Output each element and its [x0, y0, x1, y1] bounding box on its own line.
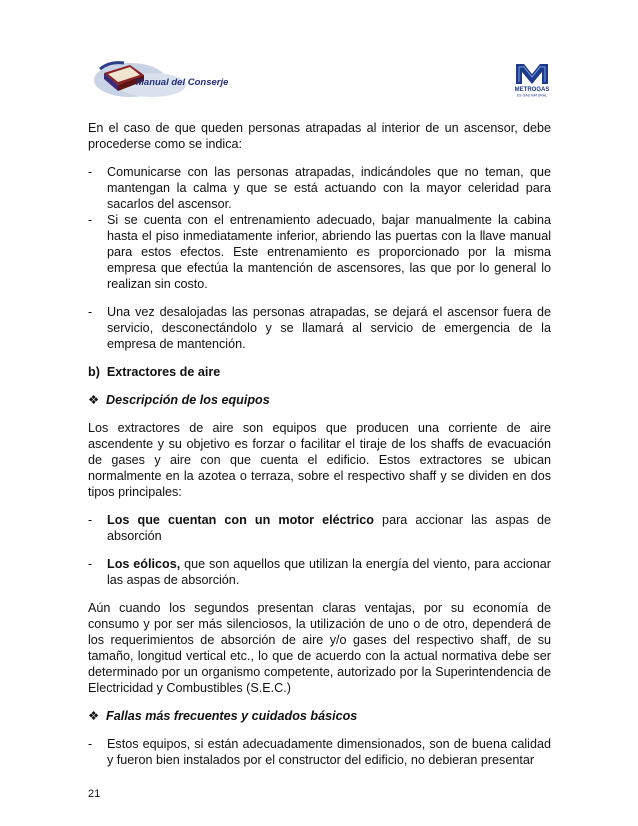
- list-item: - Una vez desalojadas las personas atrapadas, se dejará el ascensor fuera de servicio, desconectándolo y se llamará al servicio de emergencia de la empresa de mantención.: [88, 305, 551, 351]
- subsection-heading: ❖ Descripción de los equipos: [88, 393, 270, 407]
- dash-bullet: -: [88, 165, 93, 179]
- section-heading: b) Extractores de aire: [88, 365, 221, 379]
- diamond-bullet-icon: ❖: [88, 393, 100, 407]
- document-body: [88, 120, 551, 768]
- list-item: - Los eólicos, que son aquellos que utilizan la energía del viento, para accionar las aspas de absorción.: [88, 557, 551, 587]
- svg-text:Manual del Conserje: Manual del Conserje: [136, 77, 229, 88]
- subsection-heading: ❖ Fallas más frecuentes y cuidados básicos: [88, 709, 358, 723]
- list-item: - Estos equipos, si están adecuadamente dimensionados, son de buena calidad y fueron bien instalados por el constructor del edificio, no debieran presentar: [88, 737, 551, 767]
- metrogas-logo: [513, 58, 551, 98]
- dash-bullet: -: [88, 305, 93, 319]
- dash-bullet: -: [88, 213, 93, 227]
- list-item: - Si se cuenta con el entrenamiento adecuado, bajar manualmente la cabina hasta el piso inmediatamente inferior, abriendo las puertas con la llave manual para estos efectos. Este entrenamiento es proporcionado por la misma empresa que efectúa la mantención de ascensores, las que por lo general lo realizan sin costo.: [88, 213, 551, 291]
- list-item: - Comunicarse con las personas atrapadas, indicándoles que no teman, que mantengan la calma y que se está actuando con la mayor celeridad para sacarlos del ascensor.: [88, 165, 551, 211]
- dash-bullet: -: [88, 737, 93, 751]
- dash-bullet: -: [88, 557, 93, 571]
- list-item: - Los que cuentan con un motor eléctrico para accionar las aspas de absorción: [88, 513, 552, 543]
- intro-paragraph: En el caso de que queden personas atrapadas al interior de un ascensor, debe procederse como se indica:: [88, 121, 551, 151]
- comparison-paragraph: Aún cuando los segundos presentan claras ventajas, por su economía de consumo y por ser más silenciosos, la utilización de uno o de otro, dependerá de los requerimientos de absorción de aire y/o gases del respectivo shaff, de su tamaño, longitud vertical etc., lo que de acuerdo con la actual normativa debe ser determinado por un organismo competente, autorizado por la Superintendencia de Electricidad y Combustibles (S.E.C.): [88, 601, 551, 695]
- svg-text:METROGAS: METROGAS: [514, 87, 550, 93]
- page-number: 21: [88, 788, 101, 800]
- description-paragraph: Los extractores de aire son equipos que producen una corriente de aire ascendente y su objetivo es forzar o facilitar el tiraje de los shaffs de evacuación de gases y aire con que cuenta el edificio. Estos extractores se ubican normalmente en la azotea o terraza, sobre el respectivo shaff y se dividen en dos tipos principales:: [88, 421, 551, 499]
- svg-text:ES GAS NATURAL: ES GAS NATURAL: [516, 93, 548, 98]
- dash-bullet: -: [88, 513, 93, 527]
- diamond-bullet-icon: ❖: [88, 709, 100, 723]
- manual-del-conserje-logo: [90, 55, 230, 101]
